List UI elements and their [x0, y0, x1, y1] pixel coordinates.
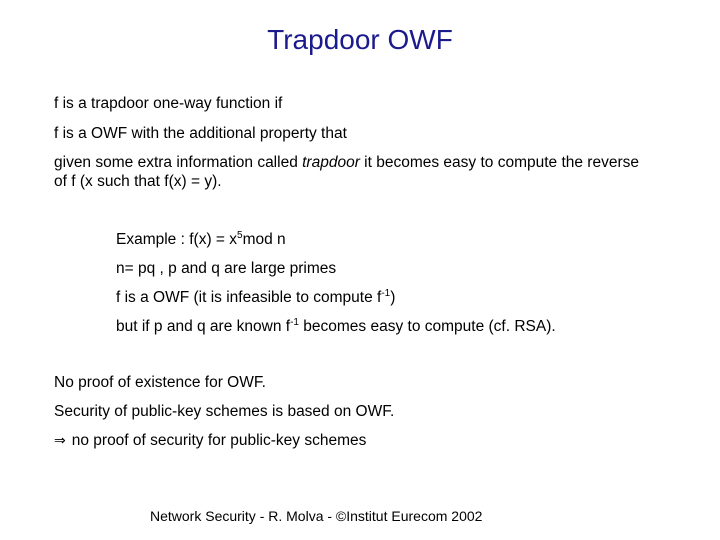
note-line-3-text: no proof of security for public-key schemes	[71, 432, 367, 449]
definition-line-4: of f (x such that f(x) = y).	[54, 173, 222, 190]
inverse-exponent: -1	[381, 288, 391, 299]
note-line-2: Security of public-key schemes is based on OWF.	[54, 403, 395, 420]
example-line-3	[116, 288, 395, 308]
example-line-1	[116, 230, 286, 250]
definition-line-3-start: given some extra information called	[54, 154, 303, 171]
example-line-2: n= pq , p and q are large primes	[116, 260, 337, 277]
definition-line-3-end: it becomes easy to compute the reverse	[359, 154, 639, 171]
example-line-4-end: becomes easy to compute (cf. RSA).	[298, 318, 556, 335]
note-line-3	[54, 431, 366, 451]
trapdoor-term: trapdoor	[302, 154, 360, 171]
exponent-5: 5	[237, 230, 243, 241]
example-line-1-start: Example : f(x) = x	[116, 231, 238, 248]
example-line-4-start: but if p and q are known f	[116, 318, 291, 335]
example-line-3-start: f is a OWF (it is infeasible to compute f	[116, 289, 382, 306]
example-line-1-end: mod n	[242, 231, 286, 248]
implies-arrow-icon: ⇒	[54, 433, 66, 449]
example-line-4	[116, 317, 556, 337]
slide-footer: Network Security - R. Molva - ©Institut Eurecom 2002	[150, 508, 483, 524]
note-line-1: No proof of existence for OWF.	[54, 374, 266, 391]
definition-line-1: f is a trapdoor one-way function if	[54, 95, 283, 112]
definition-line-3	[54, 153, 639, 173]
inverse-exponent: -1	[290, 317, 299, 328]
slide-title: Trapdoor OWF	[267, 24, 453, 55]
example-line-3-end: )	[390, 289, 396, 306]
definition-line-2: f is a OWF with the additional property that	[54, 125, 347, 142]
